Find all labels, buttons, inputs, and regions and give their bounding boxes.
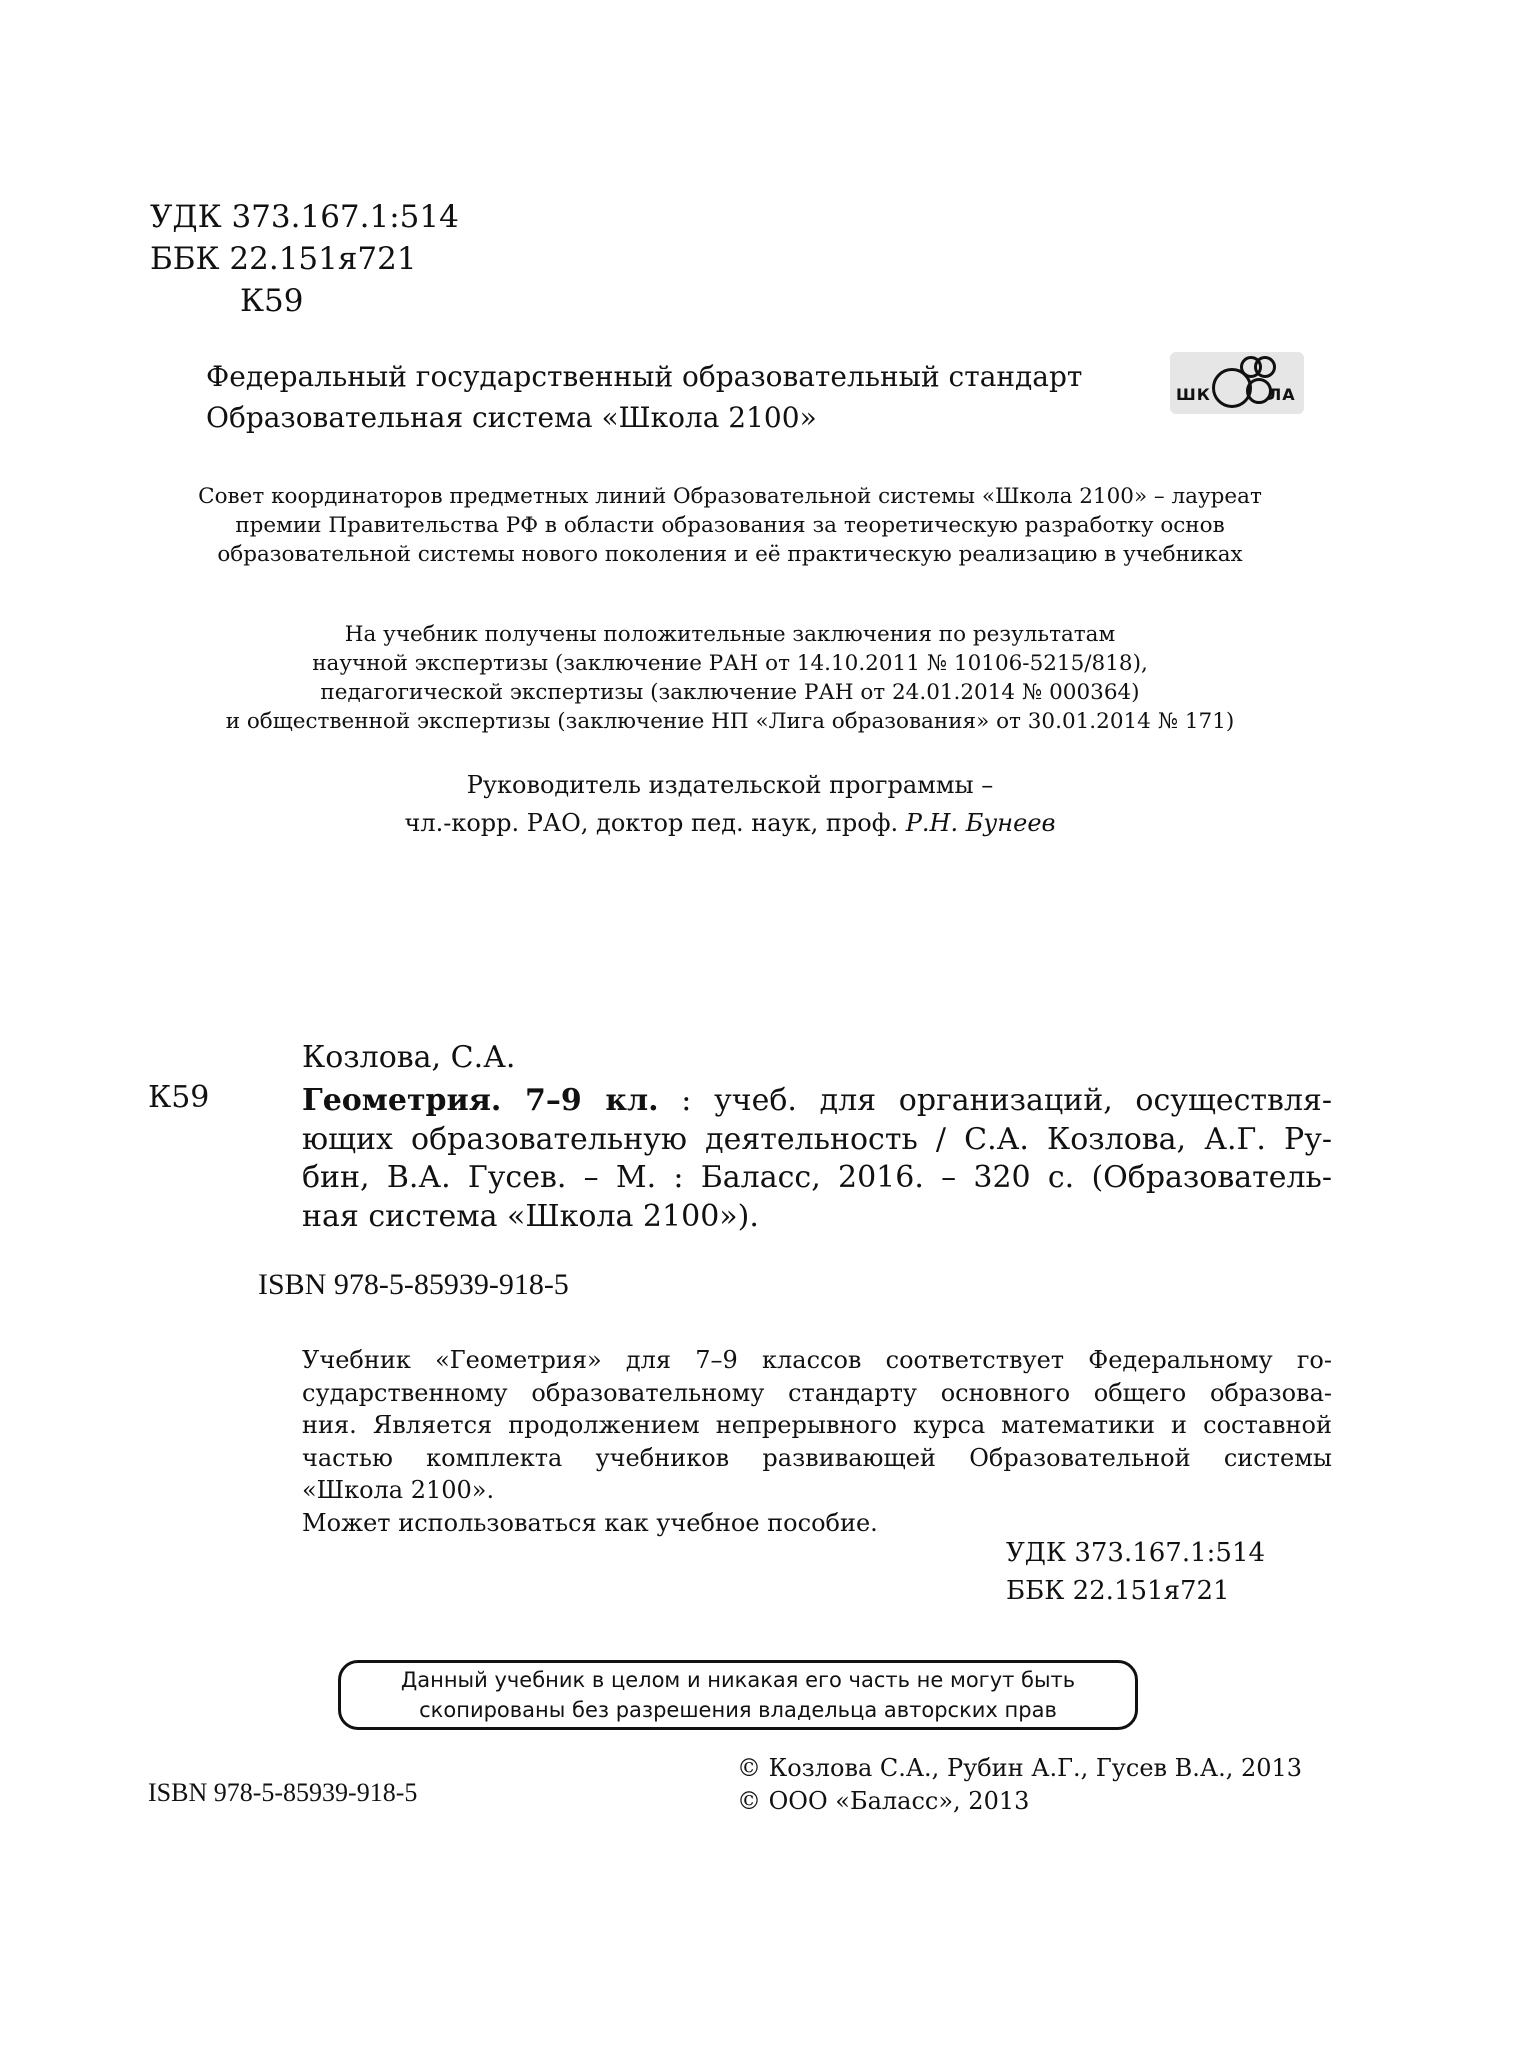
program-head-title: чл.-корр. РАО, доктор пед. наук, проф. [404,809,899,837]
standard-block [206,356,1082,438]
council-line-2: премии Правительства РФ в области образования за теоретическую разработку основ [235,513,1225,538]
footer-isbn: ISBN 978-5-85939-918-5 [148,1778,418,1807]
standard-line-1: Федеральный государственный образовательный стандарт [206,360,1083,393]
book-title: Геометрия. 7–9 кл. [302,1083,659,1118]
rights-line-2: скопированы без разрешения владельца авторских прав [419,1698,1057,1722]
review-line-4: и общественной экспертизы (заключение НП «Лига образования» от 30.01.2014 № 171) [225,709,1235,734]
logo-right-text: ЛА [1268,385,1296,404]
copyright-block [737,1752,1302,1818]
annotation-line-6: Может использоваться как учебное пособие. [302,1508,878,1537]
annotation-line-4: частью комплекта учебников развивающей Образовательной системы [302,1443,1332,1472]
annotation-line-2: сударственному образовательному стандарту основного общего образова- [302,1378,1332,1407]
logo-face-circle-icon [1246,378,1272,404]
bib-author: Козлова, С.А. [302,1040,516,1075]
udk-code: УДК 373.167.1:514 [150,199,459,235]
footer-codes [1006,1534,1265,1610]
review-line-1: На учебник получены положительные заключения по результатам [344,622,1116,647]
review-line-2: научной экспертизы (заключение РАН от 14.10.2011 № 10106-5215/818), [312,651,1148,676]
copyright-notice-box [338,1660,1138,1730]
program-head-name: Р.Н. Бунеев [905,809,1056,837]
review-line-3: педагогической экспертизы (заключение РАН от 24.01.2014 № 000364) [320,680,1140,705]
footer-bbk: ББК 22.151я721 [1006,1576,1230,1606]
review-conclusions [150,620,1310,736]
council-line-1: Совет координаторов предметных линий Образовательной системы «Школа 2100» – лауреат [198,484,1262,509]
annotation-line-1: Учебник «Геометрия» для 7–9 классов соответствует Федеральному го- [302,1346,1332,1374]
bbk-code: ББК 22.151я721 [150,241,417,277]
bib-author-mark: К59 [148,1080,210,1115]
bibliographic-record [302,1082,1332,1236]
logo-small-circle-icon [1254,356,1276,378]
bib-line-1-rest: : учеб. для организаций, осуществля- [658,1083,1332,1118]
footer-udk: УДК 373.167.1:514 [1006,1538,1266,1568]
council-line-3: образовательной системы нового поколения и её практическую реализацию в учебниках [217,542,1243,567]
logo-left-text: ШК [1176,385,1211,404]
author-mark: К59 [240,283,304,319]
bib-line-1 [302,1082,1332,1121]
standard-line-2: Образовательная система «Школа 2100» [206,401,817,434]
annotation [302,1344,1332,1539]
bib-line-4: ная система «Школа 2100»). [302,1198,759,1234]
bib-isbn: ISBN 978-5-85939-918-5 [258,1268,569,1301]
annotation-line-3: ния. Является продолжением непрерывного курса математики и составной [302,1411,1332,1439]
bib-line-3: бин, В.А. Гусев. – М. : Баласс, 2016. – 320 с. (Образователь- [302,1160,1332,1195]
copyright-line-1: © Козлова С.А., Рубин А.Г., Гусев В.А., 2013 [737,1754,1303,1782]
council-note [150,482,1310,569]
annotation-line-5: «Школа 2100». [302,1476,495,1504]
program-head-line-2 [150,804,1310,842]
program-head-line-1: Руководитель издательской программы – [466,771,994,799]
copyright-line-2: © ООО «Баласс», 2013 [737,1787,1030,1815]
classification-codes [150,196,459,322]
bib-line-2: ющих образовательную деятельность / С.А. Козлова, А.Г. Ру- [302,1121,1332,1157]
rights-line-1: Данный учебник в целом и никакая его часть не могут быть [400,1668,1076,1692]
program-head [150,766,1310,842]
school-2100-logo [1170,352,1304,414]
